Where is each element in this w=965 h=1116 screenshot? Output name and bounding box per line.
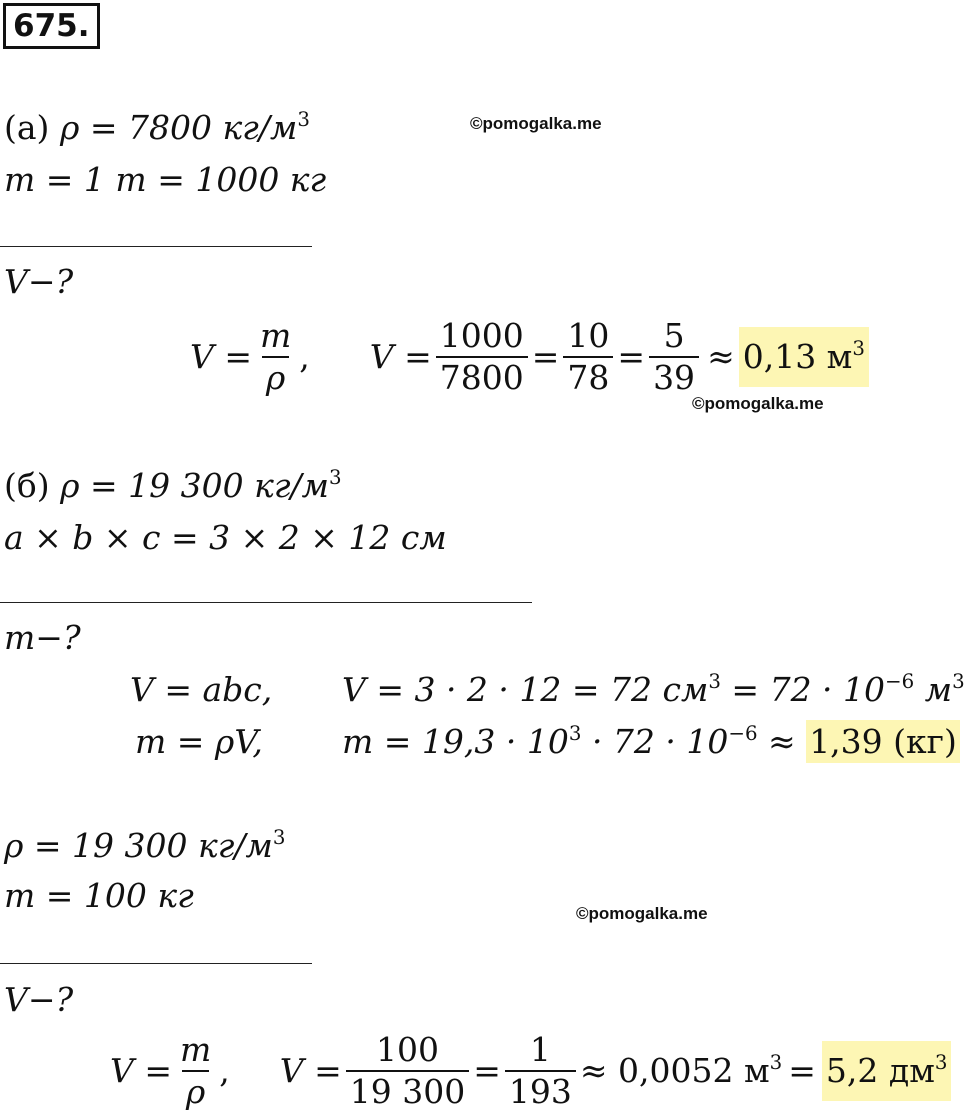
equals-sign: = [617, 337, 646, 376]
fraction-denominator: 39 [649, 356, 699, 398]
calc-lhs-a: V = [369, 337, 432, 376]
exp: 3 [568, 722, 582, 746]
fraction-10-78 [563, 316, 613, 398]
density-exp-b: 3 [328, 466, 342, 490]
part-label-a: (а) [4, 108, 50, 147]
formula-lhs-a: V = [190, 337, 252, 376]
density-expr-c: ρ = 19 300 кг/м [4, 826, 273, 865]
density-exp-c: 3 [272, 826, 286, 850]
answer-value-c: 5,2 дм [825, 1051, 935, 1090]
given-mass-c: m = 100 кг [4, 876, 194, 915]
given-mass-a: m = 1 т = 1000 кг [4, 160, 327, 199]
calc-volume-part: V = 3 · 2 · 12 = 72 см [342, 670, 709, 709]
equals-sign: = [788, 1051, 816, 1090]
formula-comma-c: , [219, 1051, 230, 1090]
approx-value-text: ≈ 0,0052 м [579, 1051, 770, 1090]
fraction-1-193 [505, 1030, 576, 1112]
calc-mass-part: · 72 · 10 [581, 722, 729, 761]
answer-exp-a: 3 [852, 337, 865, 361]
calc-volume-part: = 72 · 10 [720, 670, 886, 709]
fraction-5-39 [649, 316, 699, 398]
unit: м [914, 670, 953, 709]
answer-highlight-a [739, 327, 869, 387]
exp: 3 [952, 670, 965, 694]
given-density-c [4, 826, 285, 866]
exp: −6 [885, 670, 915, 694]
fraction-denominator: ρ [262, 356, 289, 398]
approx-value-c [580, 1051, 782, 1091]
fraction-denominator: 7800 [436, 356, 528, 398]
equals-sign: = [473, 1051, 501, 1090]
find-volume-a: V−? [4, 262, 74, 301]
find-mass-b: m−? [4, 618, 81, 657]
part-label-b: (б) [4, 466, 50, 505]
solution-a [190, 316, 869, 398]
approx-sign: ≈ [707, 337, 735, 376]
equals-sign: = [531, 337, 560, 376]
calc-lhs-c: V = [279, 1051, 342, 1090]
calc-mass-part: m = 19,3 · 10 [342, 722, 569, 761]
find-volume-c: V−? [4, 980, 74, 1019]
calc-volume-b [342, 670, 965, 710]
fraction-numerator: 100 [376, 1030, 439, 1069]
answer-highlight-c [822, 1041, 952, 1101]
approx-exp: 3 [769, 1051, 783, 1075]
fraction-numerator: 10 [567, 316, 610, 355]
divider-line-c [0, 963, 312, 964]
density-exp-a: 3 [297, 108, 310, 132]
fraction-m-over-rho-a [256, 316, 295, 398]
fraction-denominator: 19 300 [346, 1070, 469, 1112]
exp: −6 [728, 722, 758, 746]
problem-number: 675. [3, 3, 100, 49]
fraction-numerator: 5 [663, 316, 685, 355]
watermark: ©pomogalka.me [692, 394, 824, 413]
answer-highlight-b: 1,39 (кг) [806, 720, 960, 763]
formula-mass-b: m = ρV, [135, 722, 263, 761]
fraction-denominator: 193 [505, 1070, 576, 1112]
given-density-b [4, 466, 342, 506]
exp: 3 [708, 670, 721, 694]
watermark: ©pomogalka.me [470, 114, 602, 133]
fraction-m-over-rho-c [176, 1030, 215, 1112]
fraction-denominator: ρ [182, 1070, 209, 1112]
watermark: ©pomogalka.me [576, 904, 708, 923]
fraction-numerator: 1 [529, 1030, 551, 1069]
given-dimensions-b: a × b × c = 3 × 2 × 12 см [4, 518, 447, 557]
density-expr-a: ρ = 7800 кг/м [59, 108, 298, 147]
divider-line-b [0, 602, 532, 603]
calc-mass-b [342, 722, 960, 762]
solution-c [110, 1030, 951, 1112]
divider-line-a [0, 246, 312, 247]
fraction-100-19300 [346, 1030, 469, 1112]
formula-lhs-c: V = [110, 1051, 172, 1090]
given-density-a [4, 108, 310, 148]
fraction-numerator: 1000 [439, 316, 524, 355]
density-expr-b: ρ = 19 300 кг/м [60, 466, 329, 505]
answer-value-a: 0,13 м [742, 337, 853, 376]
formula-comma-a: , [299, 337, 310, 376]
fraction-1000-7800 [436, 316, 528, 398]
answer-exp-c: 3 [934, 1051, 948, 1075]
fraction-denominator: 78 [563, 356, 613, 398]
approx-sign: ≈ [757, 722, 807, 761]
fraction-numerator: m [259, 316, 292, 355]
fraction-numerator: m [179, 1030, 212, 1069]
formula-volume-b: V = abc, [130, 670, 273, 709]
